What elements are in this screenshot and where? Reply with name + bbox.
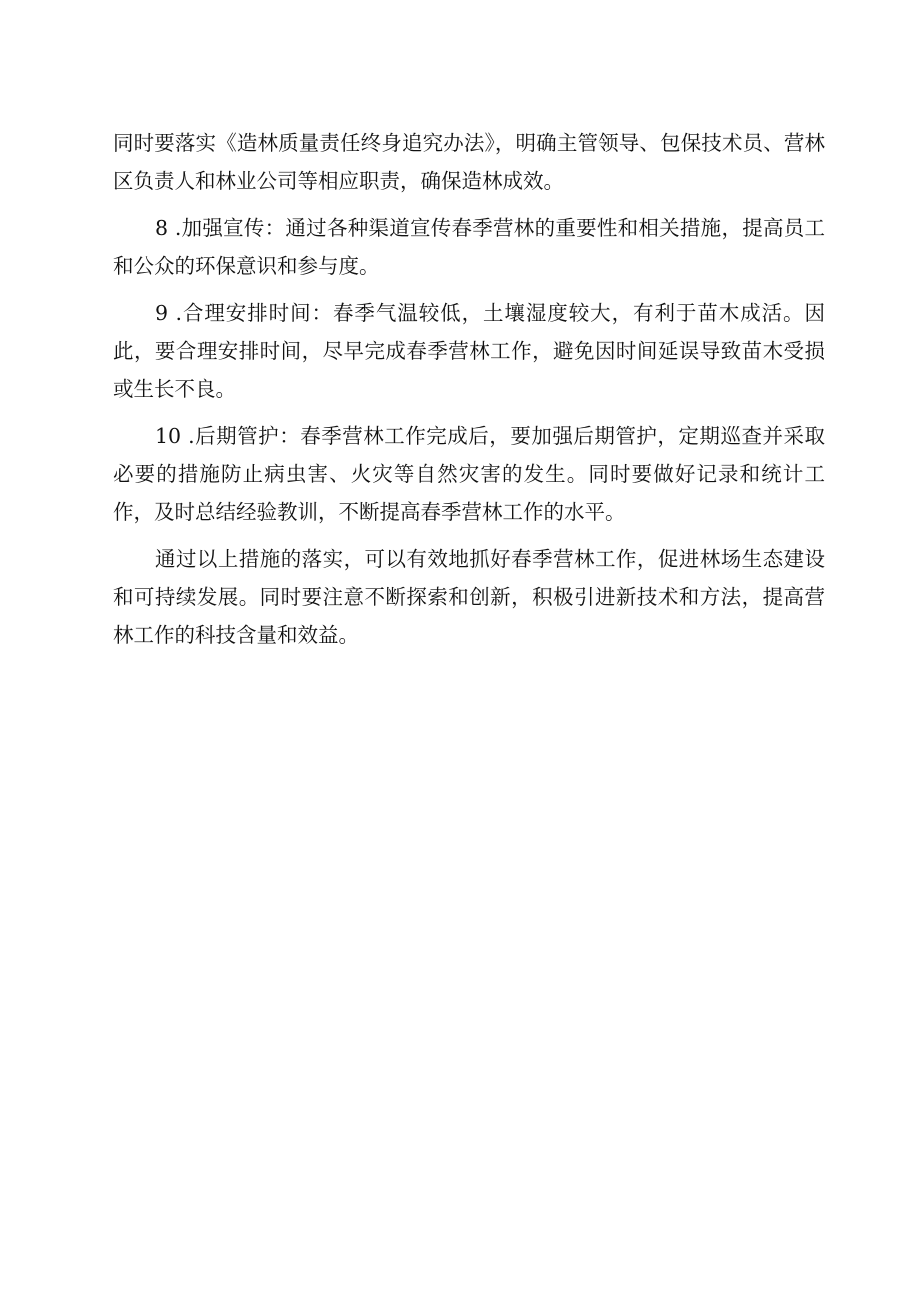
paragraph-responsibility: 同时要落实《造林质量责任终身追究办法》，明确主管领导、包保技术员、营林区负责人和林业公司等相应职责，确保造林成效。 (113, 131, 825, 193)
paragraph-conclusion: 通过以上措施的落实，可以有效地抓好春季营林工作，促进林场生态建设和可持续发展。同时要注意不断探索和创新，积极引进新技术和方法，提高营林工作的科技含量和效益。 (113, 547, 825, 647)
paragraph-item-9-timing: 9 .合理安排时间：春季气温较低，土壤湿度较大，有利于苗木成活。因此，要合理安排时间，尽早完成春季营林工作，避免因时间延误导致苗木受损或生长不良。 (113, 301, 825, 401)
paragraph-item-8-publicity: 8 .加强宣传：通过各种渠道宣传春季营林的重要性和相关措施，提高员工和公众的环保意识和参与度。 (113, 216, 825, 278)
document-body (113, 124, 825, 663)
paragraph-item-10-maintenance: 10 .后期管护：春季营林工作完成后，要加强后期管护，定期巡查并采取必要的措施防止病虫害、火灾等自然灾害的发生。同时要做好记录和统计工作，及时总结经验教训，不断提高春季营林工作的水平。 (113, 424, 825, 524)
